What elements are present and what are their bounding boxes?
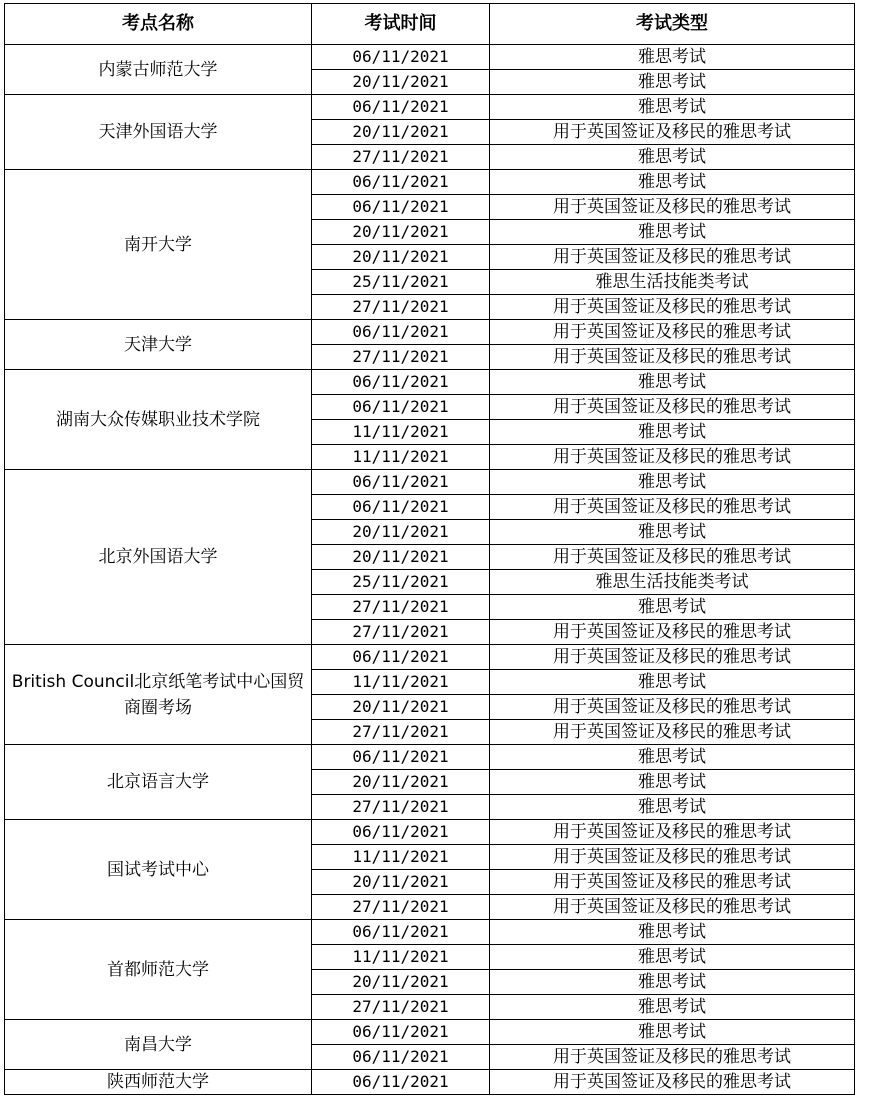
exam-date-cell: 11/11/2021 bbox=[312, 845, 490, 870]
table-row bbox=[5, 1070, 855, 1095]
test-center-schedule-table bbox=[4, 3, 855, 1095]
exam-type-cell: 雅思生活技能类考试 bbox=[490, 270, 855, 295]
exam-type-cell: 用于英国签证及移民的雅思考试 bbox=[490, 820, 855, 845]
exam-type-cell: 用于英国签证及移民的雅思考试 bbox=[490, 120, 855, 145]
exam-date-cell: 27/11/2021 bbox=[312, 345, 490, 370]
exam-type-cell: 用于英国签证及移民的雅思考试 bbox=[490, 645, 855, 670]
exam-type-cell: 雅思考试 bbox=[490, 70, 855, 95]
exam-date-cell: 11/11/2021 bbox=[312, 445, 490, 470]
table-row bbox=[5, 470, 855, 495]
table-row bbox=[5, 745, 855, 770]
exam-date-cell: 20/11/2021 bbox=[312, 245, 490, 270]
exam-type-cell: 雅思考试 bbox=[490, 795, 855, 820]
table-row bbox=[5, 45, 855, 70]
exam-date-cell: 25/11/2021 bbox=[312, 570, 490, 595]
exam-type-cell: 雅思考试 bbox=[490, 220, 855, 245]
exam-type-cell: 用于英国签证及移民的雅思考试 bbox=[490, 345, 855, 370]
table-row bbox=[5, 920, 855, 945]
exam-date-cell: 27/11/2021 bbox=[312, 145, 490, 170]
exam-date-cell: 27/11/2021 bbox=[312, 620, 490, 645]
exam-date-cell: 20/11/2021 bbox=[312, 120, 490, 145]
exam-date-cell: 20/11/2021 bbox=[312, 970, 490, 995]
exam-type-cell: 用于英国签证及移民的雅思考试 bbox=[490, 245, 855, 270]
exam-date-cell: 20/11/2021 bbox=[312, 695, 490, 720]
exam-date-cell: 06/11/2021 bbox=[312, 820, 490, 845]
exam-date-cell: 06/11/2021 bbox=[312, 645, 490, 670]
exam-type-cell: 用于英国签证及移民的雅思考试 bbox=[490, 720, 855, 745]
exam-type-cell: 用于英国签证及移民的雅思考试 bbox=[490, 845, 855, 870]
exam-date-cell: 27/11/2021 bbox=[312, 595, 490, 620]
exam-date-cell: 27/11/2021 bbox=[312, 720, 490, 745]
header-exam-date: 考试时间 bbox=[312, 4, 490, 45]
exam-type-cell: 雅思考试 bbox=[490, 670, 855, 695]
center-name-cell: British Council北京纸笔考试中心国贸商圈考场 bbox=[5, 645, 312, 745]
exam-date-cell: 27/11/2021 bbox=[312, 995, 490, 1020]
center-name-cell: 南开大学 bbox=[5, 170, 312, 320]
exam-date-cell: 06/11/2021 bbox=[312, 495, 490, 520]
exam-date-cell: 25/11/2021 bbox=[312, 270, 490, 295]
exam-date-cell: 20/11/2021 bbox=[312, 870, 490, 895]
exam-date-cell: 20/11/2021 bbox=[312, 220, 490, 245]
exam-date-cell: 06/11/2021 bbox=[312, 395, 490, 420]
exam-date-cell: 11/11/2021 bbox=[312, 670, 490, 695]
exam-date-cell: 06/11/2021 bbox=[312, 45, 490, 70]
exam-type-cell: 雅思考试 bbox=[490, 770, 855, 795]
exam-type-cell: 雅思考试 bbox=[490, 470, 855, 495]
table-row bbox=[5, 170, 855, 195]
exam-type-cell: 用于英国签证及移民的雅思考试 bbox=[490, 1045, 855, 1070]
exam-type-cell: 用于英国签证及移民的雅思考试 bbox=[490, 1070, 855, 1095]
exam-date-cell: 06/11/2021 bbox=[312, 920, 490, 945]
exam-date-cell: 06/11/2021 bbox=[312, 470, 490, 495]
center-name-cell: 北京外国语大学 bbox=[5, 470, 312, 645]
exam-type-cell: 雅思考试 bbox=[490, 595, 855, 620]
exam-date-cell: 11/11/2021 bbox=[312, 945, 490, 970]
exam-type-cell: 用于英国签证及移民的雅思考试 bbox=[490, 445, 855, 470]
exam-date-cell: 06/11/2021 bbox=[312, 320, 490, 345]
table-row bbox=[5, 320, 855, 345]
center-name-cell: 内蒙古师范大学 bbox=[5, 45, 312, 95]
center-name-cell: 天津大学 bbox=[5, 320, 312, 370]
header-center-name: 考点名称 bbox=[5, 4, 312, 45]
exam-date-cell: 06/11/2021 bbox=[312, 1045, 490, 1070]
exam-type-cell: 用于英国签证及移民的雅思考试 bbox=[490, 295, 855, 320]
exam-type-cell: 雅思考试 bbox=[490, 520, 855, 545]
center-name-cell: 湖南大众传媒职业技术学院 bbox=[5, 370, 312, 470]
exam-date-cell: 06/11/2021 bbox=[312, 1070, 490, 1095]
exam-type-cell: 雅思考试 bbox=[490, 170, 855, 195]
exam-type-cell: 雅思考试 bbox=[490, 745, 855, 770]
exam-type-cell: 用于英国签证及移民的雅思考试 bbox=[490, 495, 855, 520]
exam-date-cell: 20/11/2021 bbox=[312, 520, 490, 545]
exam-type-cell: 雅思生活技能类考试 bbox=[490, 570, 855, 595]
exam-type-cell: 雅思考试 bbox=[490, 420, 855, 445]
exam-date-cell: 06/11/2021 bbox=[312, 95, 490, 120]
center-name-cell: 天津外国语大学 bbox=[5, 95, 312, 170]
table-row bbox=[5, 370, 855, 395]
center-name-cell: 国试考试中心 bbox=[5, 820, 312, 920]
exam-type-cell: 用于英国签证及移民的雅思考试 bbox=[490, 320, 855, 345]
exam-type-cell: 用于英国签证及移民的雅思考试 bbox=[490, 545, 855, 570]
exam-type-cell: 用于英国签证及移民的雅思考试 bbox=[490, 195, 855, 220]
center-name-cell: 南昌大学 bbox=[5, 1020, 312, 1070]
exam-type-cell: 用于英国签证及移民的雅思考试 bbox=[490, 870, 855, 895]
center-name-cell: 首都师范大学 bbox=[5, 920, 312, 1020]
exam-type-cell: 用于英国签证及移民的雅思考试 bbox=[490, 620, 855, 645]
exam-date-cell: 06/11/2021 bbox=[312, 1020, 490, 1045]
header-exam-type: 考试类型 bbox=[490, 4, 855, 45]
exam-date-cell: 06/11/2021 bbox=[312, 745, 490, 770]
exam-type-cell: 雅思考试 bbox=[490, 970, 855, 995]
exam-type-cell: 雅思考试 bbox=[490, 945, 855, 970]
exam-type-cell: 雅思考试 bbox=[490, 995, 855, 1020]
exam-date-cell: 20/11/2021 bbox=[312, 545, 490, 570]
exam-date-cell: 06/11/2021 bbox=[312, 195, 490, 220]
exam-date-cell: 06/11/2021 bbox=[312, 370, 490, 395]
exam-date-cell: 27/11/2021 bbox=[312, 795, 490, 820]
exam-type-cell: 雅思考试 bbox=[490, 1020, 855, 1045]
center-name-cell: 北京语言大学 bbox=[5, 745, 312, 820]
exam-type-cell: 雅思考试 bbox=[490, 920, 855, 945]
exam-date-cell: 20/11/2021 bbox=[312, 70, 490, 95]
exam-type-cell: 用于英国签证及移民的雅思考试 bbox=[490, 695, 855, 720]
exam-date-cell: 27/11/2021 bbox=[312, 295, 490, 320]
exam-type-cell: 用于英国签证及移民的雅思考试 bbox=[490, 395, 855, 420]
exam-type-cell: 雅思考试 bbox=[490, 45, 855, 70]
header-row bbox=[5, 4, 855, 45]
exam-type-cell: 雅思考试 bbox=[490, 145, 855, 170]
table-row bbox=[5, 1020, 855, 1045]
table-body bbox=[5, 45, 855, 1095]
exam-type-cell: 雅思考试 bbox=[490, 370, 855, 395]
exam-type-cell: 用于英国签证及移民的雅思考试 bbox=[490, 895, 855, 920]
center-name-cell: 陕西师范大学 bbox=[5, 1070, 312, 1095]
table-row bbox=[5, 645, 855, 670]
exam-date-cell: 11/11/2021 bbox=[312, 420, 490, 445]
exam-date-cell: 27/11/2021 bbox=[312, 895, 490, 920]
exam-date-cell: 06/11/2021 bbox=[312, 170, 490, 195]
exam-date-cell: 20/11/2021 bbox=[312, 770, 490, 795]
table-row bbox=[5, 820, 855, 845]
table-row bbox=[5, 95, 855, 120]
exam-type-cell: 雅思考试 bbox=[490, 95, 855, 120]
